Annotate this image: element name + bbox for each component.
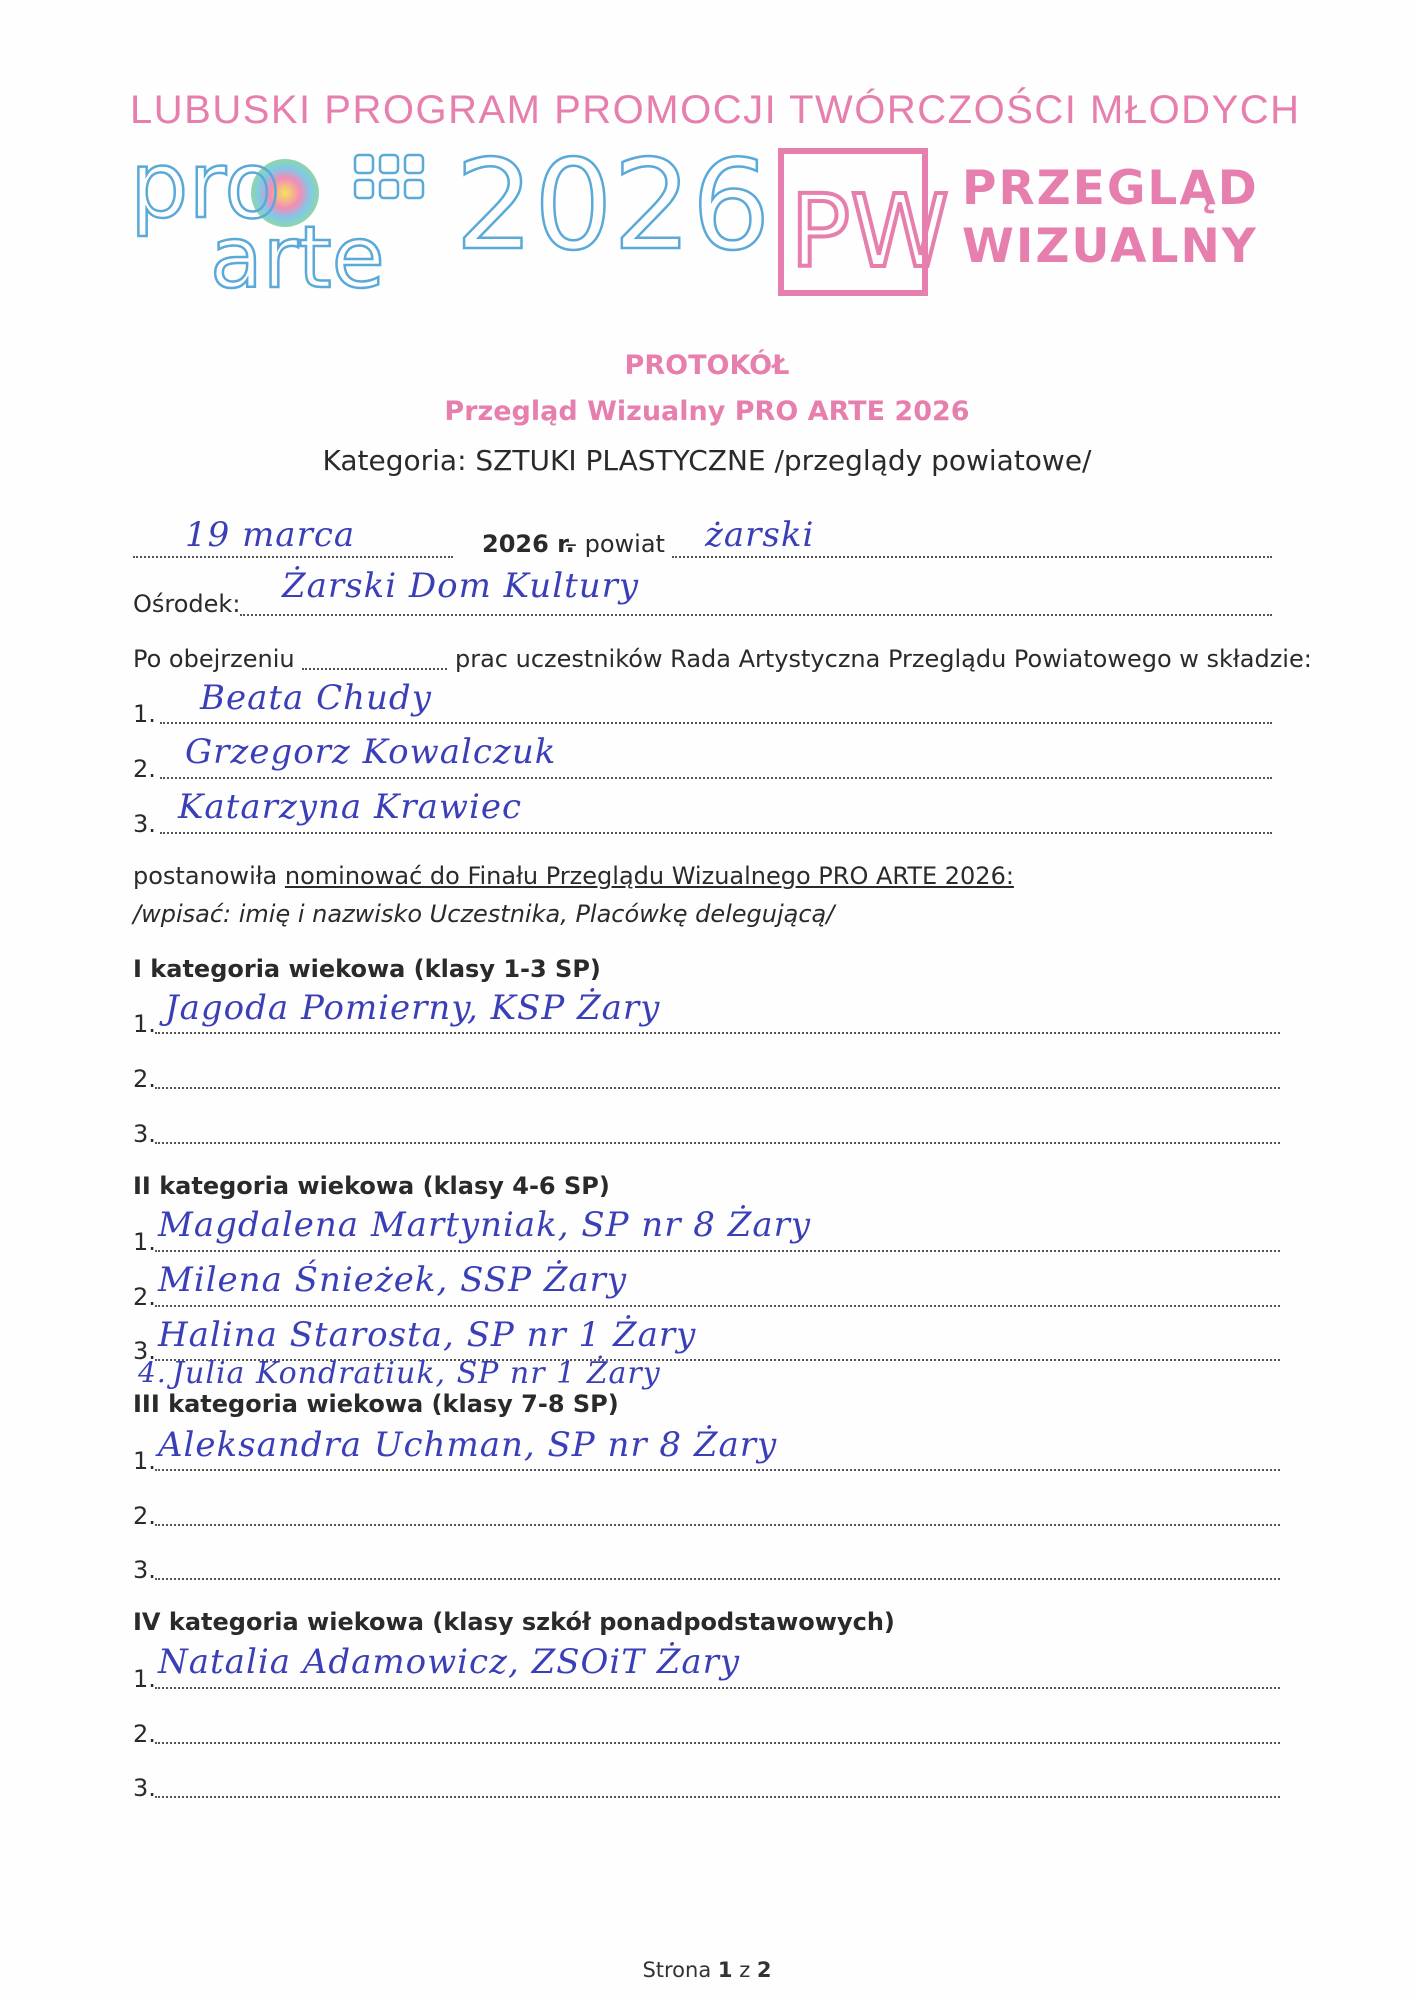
review-title-line1: PRZEGLĄD	[962, 161, 1259, 216]
jury-name: Beata Chudy	[200, 678, 432, 718]
entry-num: 1.	[133, 1010, 156, 1038]
entry-num: 1.	[133, 1228, 156, 1256]
pw-mark-text: PW	[790, 173, 950, 290]
osrodek-label: Ośrodek:	[133, 590, 241, 618]
powiat-dotted-line	[672, 556, 1272, 558]
jury-name: Katarzyna Krawiec	[178, 787, 523, 827]
decision-underlined: nominować do Finału Przeglądu Wizualnego PRO ARTE 2026:	[284, 862, 1014, 890]
decision-hint: /wpisać: imię i nazwisko Uczestnika, Placówkę delegującą/	[133, 900, 835, 928]
entry-dotted-line	[155, 1087, 1280, 1089]
entry-value: Magdalena Martyniak, SP nr 8 Żary	[158, 1205, 812, 1245]
entry-num: 1.	[133, 1665, 156, 1693]
powiat-label: – powiat	[565, 530, 665, 558]
jury-name: Grzegorz Kowalczuk	[185, 732, 557, 772]
entry-dotted-line	[155, 1578, 1280, 1580]
entry-value: Jagoda Pomierny, KSP Żary	[165, 988, 661, 1028]
logo-arte-text: arte	[210, 208, 385, 308]
entry-num: 3.	[133, 1120, 156, 1148]
entry-value: Aleksandra Uchman, SP nr 8 Żary	[158, 1425, 778, 1465]
entry-num-handwritten: 4.	[138, 1356, 167, 1389]
entry-num: 3.	[133, 1337, 156, 1365]
intro-dotted-line	[302, 668, 447, 670]
program-title: LUBUSKI PROGRAM PROMOCJI TWÓRCZOŚCI MŁODYCH	[130, 88, 1301, 132]
page-footer	[0, 1958, 1414, 1982]
powiat-value: żarski	[705, 515, 815, 555]
entry-dotted-line	[155, 1142, 1280, 1144]
pro-arte-logo	[130, 132, 435, 308]
entry-value: Halina Starosta, SP nr 1 Żary	[158, 1315, 697, 1355]
entry-dotted-line	[155, 1742, 1280, 1744]
decision-prefix: postanowiła	[133, 862, 278, 890]
category-heading: Kategoria: SZTUKI PLASTYCZNE /przeglądy powiatowe/	[322, 444, 1092, 477]
category-title: I kategoria wiekowa (klasy 1-3 SP)	[133, 955, 601, 983]
jury-dotted-line	[160, 777, 1272, 779]
review-title-line2: WIZUALNY	[962, 219, 1258, 274]
footer-prefix: Strona	[642, 1958, 712, 1982]
footer-total: 2	[756, 1958, 772, 1982]
entry-value: Natalia Adamowicz, ZSOiT Żary	[158, 1642, 741, 1682]
footer-page: 1	[717, 1958, 733, 1982]
dots-grid-icon	[355, 155, 423, 198]
protocol-subtitle: Przegląd Wizualny PRO ARTE 2026	[444, 396, 970, 427]
entry-dotted-line	[155, 1305, 1280, 1307]
logo-pro-text: pro	[130, 132, 281, 239]
entry-dotted-line	[155, 1032, 1280, 1034]
osrodek-value: Żarski Dom Kultury	[282, 566, 640, 606]
entry-num: 2.	[133, 1502, 156, 1530]
protocol-heading: PROTOKÓŁ	[624, 350, 790, 381]
date-dotted-line	[133, 556, 453, 558]
intro-text-a: Po obejrzeniu	[133, 645, 295, 673]
jury-num: 2.	[133, 755, 156, 783]
entry-dotted-line	[155, 1687, 1280, 1689]
year-label: 2026 r.	[482, 530, 575, 558]
entry-dotted-line	[155, 1469, 1280, 1471]
entry-num: 2.	[133, 1065, 156, 1093]
entry-dotted-line	[155, 1250, 1280, 1252]
review-title	[962, 160, 1259, 276]
entry-dotted-line	[155, 1796, 1280, 1798]
date-value: 19 marca	[185, 515, 356, 555]
year-text: 2026	[455, 134, 771, 278]
footer-sep: z	[739, 1958, 751, 1982]
entry-dotted-line	[155, 1524, 1280, 1526]
pw-logo	[778, 148, 950, 296]
entry-num: 1.	[133, 1447, 156, 1475]
category-title: IV kategoria wiekowa (klasy szkół ponadpodstawowych)	[133, 1608, 895, 1636]
decision-text	[133, 862, 1014, 890]
category-title: II kategoria wiekowa (klasy 4-6 SP)	[133, 1172, 610, 1200]
entry-num: 3.	[133, 1556, 156, 1584]
jury-dotted-line	[160, 722, 1272, 724]
entry-num: 3.	[133, 1774, 156, 1802]
entry-value: Julia Kondratiuk, SP nr 1 Żary	[172, 1356, 661, 1391]
intro-text-b: prac uczestników Rada Artystyczna Przeglądu Powiatowego w składzie:	[455, 645, 1312, 673]
jury-num: 3.	[133, 810, 156, 838]
year-logo	[455, 134, 771, 278]
entry-num: 2.	[133, 1720, 156, 1748]
jury-dotted-line	[160, 832, 1272, 834]
entry-value: Milena Śnieżek, SSP Żary	[158, 1260, 628, 1300]
category-title: III kategoria wiekowa (klasy 7-8 SP)	[133, 1390, 619, 1418]
jury-num: 1.	[133, 700, 156, 728]
osrodek-dotted-line	[240, 614, 1272, 616]
entry-num: 2.	[133, 1283, 156, 1311]
